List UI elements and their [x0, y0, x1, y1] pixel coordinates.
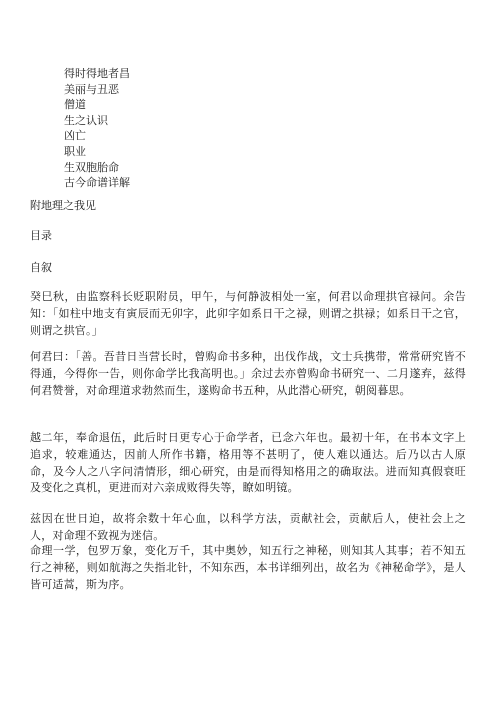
toc-item: 生双胞胎命 [64, 160, 119, 174]
paragraph: 命理一学，包罗万象，变化万千，其中奥妙，知五行之神秘，则知其人其事；若不知五行之神秘，则如航海之失指北针，不知东西，本书详细列出，故名为《神秘命学》，是人皆可适蒿，斯为序。 [30, 544, 466, 591]
toc-item: 美丽与丑恶 [64, 82, 119, 96]
toc-list [64, 66, 130, 191]
toc-item: 僧道 [64, 98, 86, 112]
paragraph: 癸巳秋，由监察科长贬职附员，甲午，与何静波相处一室，何君以命理拱官禄问。余告知：「如柱中地支有寅辰而无卯字，此卯字如系日干之禄，则谓之拱禄；如系日干之官，则谓之拱官。」 [30, 290, 466, 337]
paragraph: 兹因在世日迫，故将余数十年心血，以科学方法，贡献社会，贡献后人，使社会上之人，对命理不致视为迷信。 [30, 512, 466, 542]
toc-item: 职业 [64, 144, 86, 158]
toc-item: 古今命谱详解 [64, 176, 130, 190]
appendix-title: 附地理之我见 [30, 199, 96, 212]
preface-heading: 自叙 [30, 261, 52, 274]
contents-heading: 目录 [30, 229, 52, 242]
toc-item: 凶亡 [64, 129, 86, 143]
paragraph: 何君曰：「善。吾昔日当营长时，曾购命书多种，出伐作战，文士兵携带，常常研究皆不得通，今得你一告，则你命学比我高明也。」余过去亦曾购命书研究一、二月遂弃，兹得何君赞誉，对命理道求勃然而生，遂购命书五种，从此潜心研究，朝阅暮思。 [30, 350, 466, 397]
toc-item: 得时得地者昌 [64, 67, 130, 80]
toc-item: 生之认识 [64, 113, 108, 127]
paragraph: 越二年，奉命退伍，此后时日更专心于命学者，已念六年也。最初十年，在书本文字上追求，较难通达，因前人所作书籍，格用等不甚明了，使人难以通达。后乃以古人原命，及今人之八字问清情形，细心研究，由是而得知格用之的确取法。进而知真假衰旺及变化之真机，更进而对六亲成败得失等，瞭如明镜。 [30, 431, 466, 495]
